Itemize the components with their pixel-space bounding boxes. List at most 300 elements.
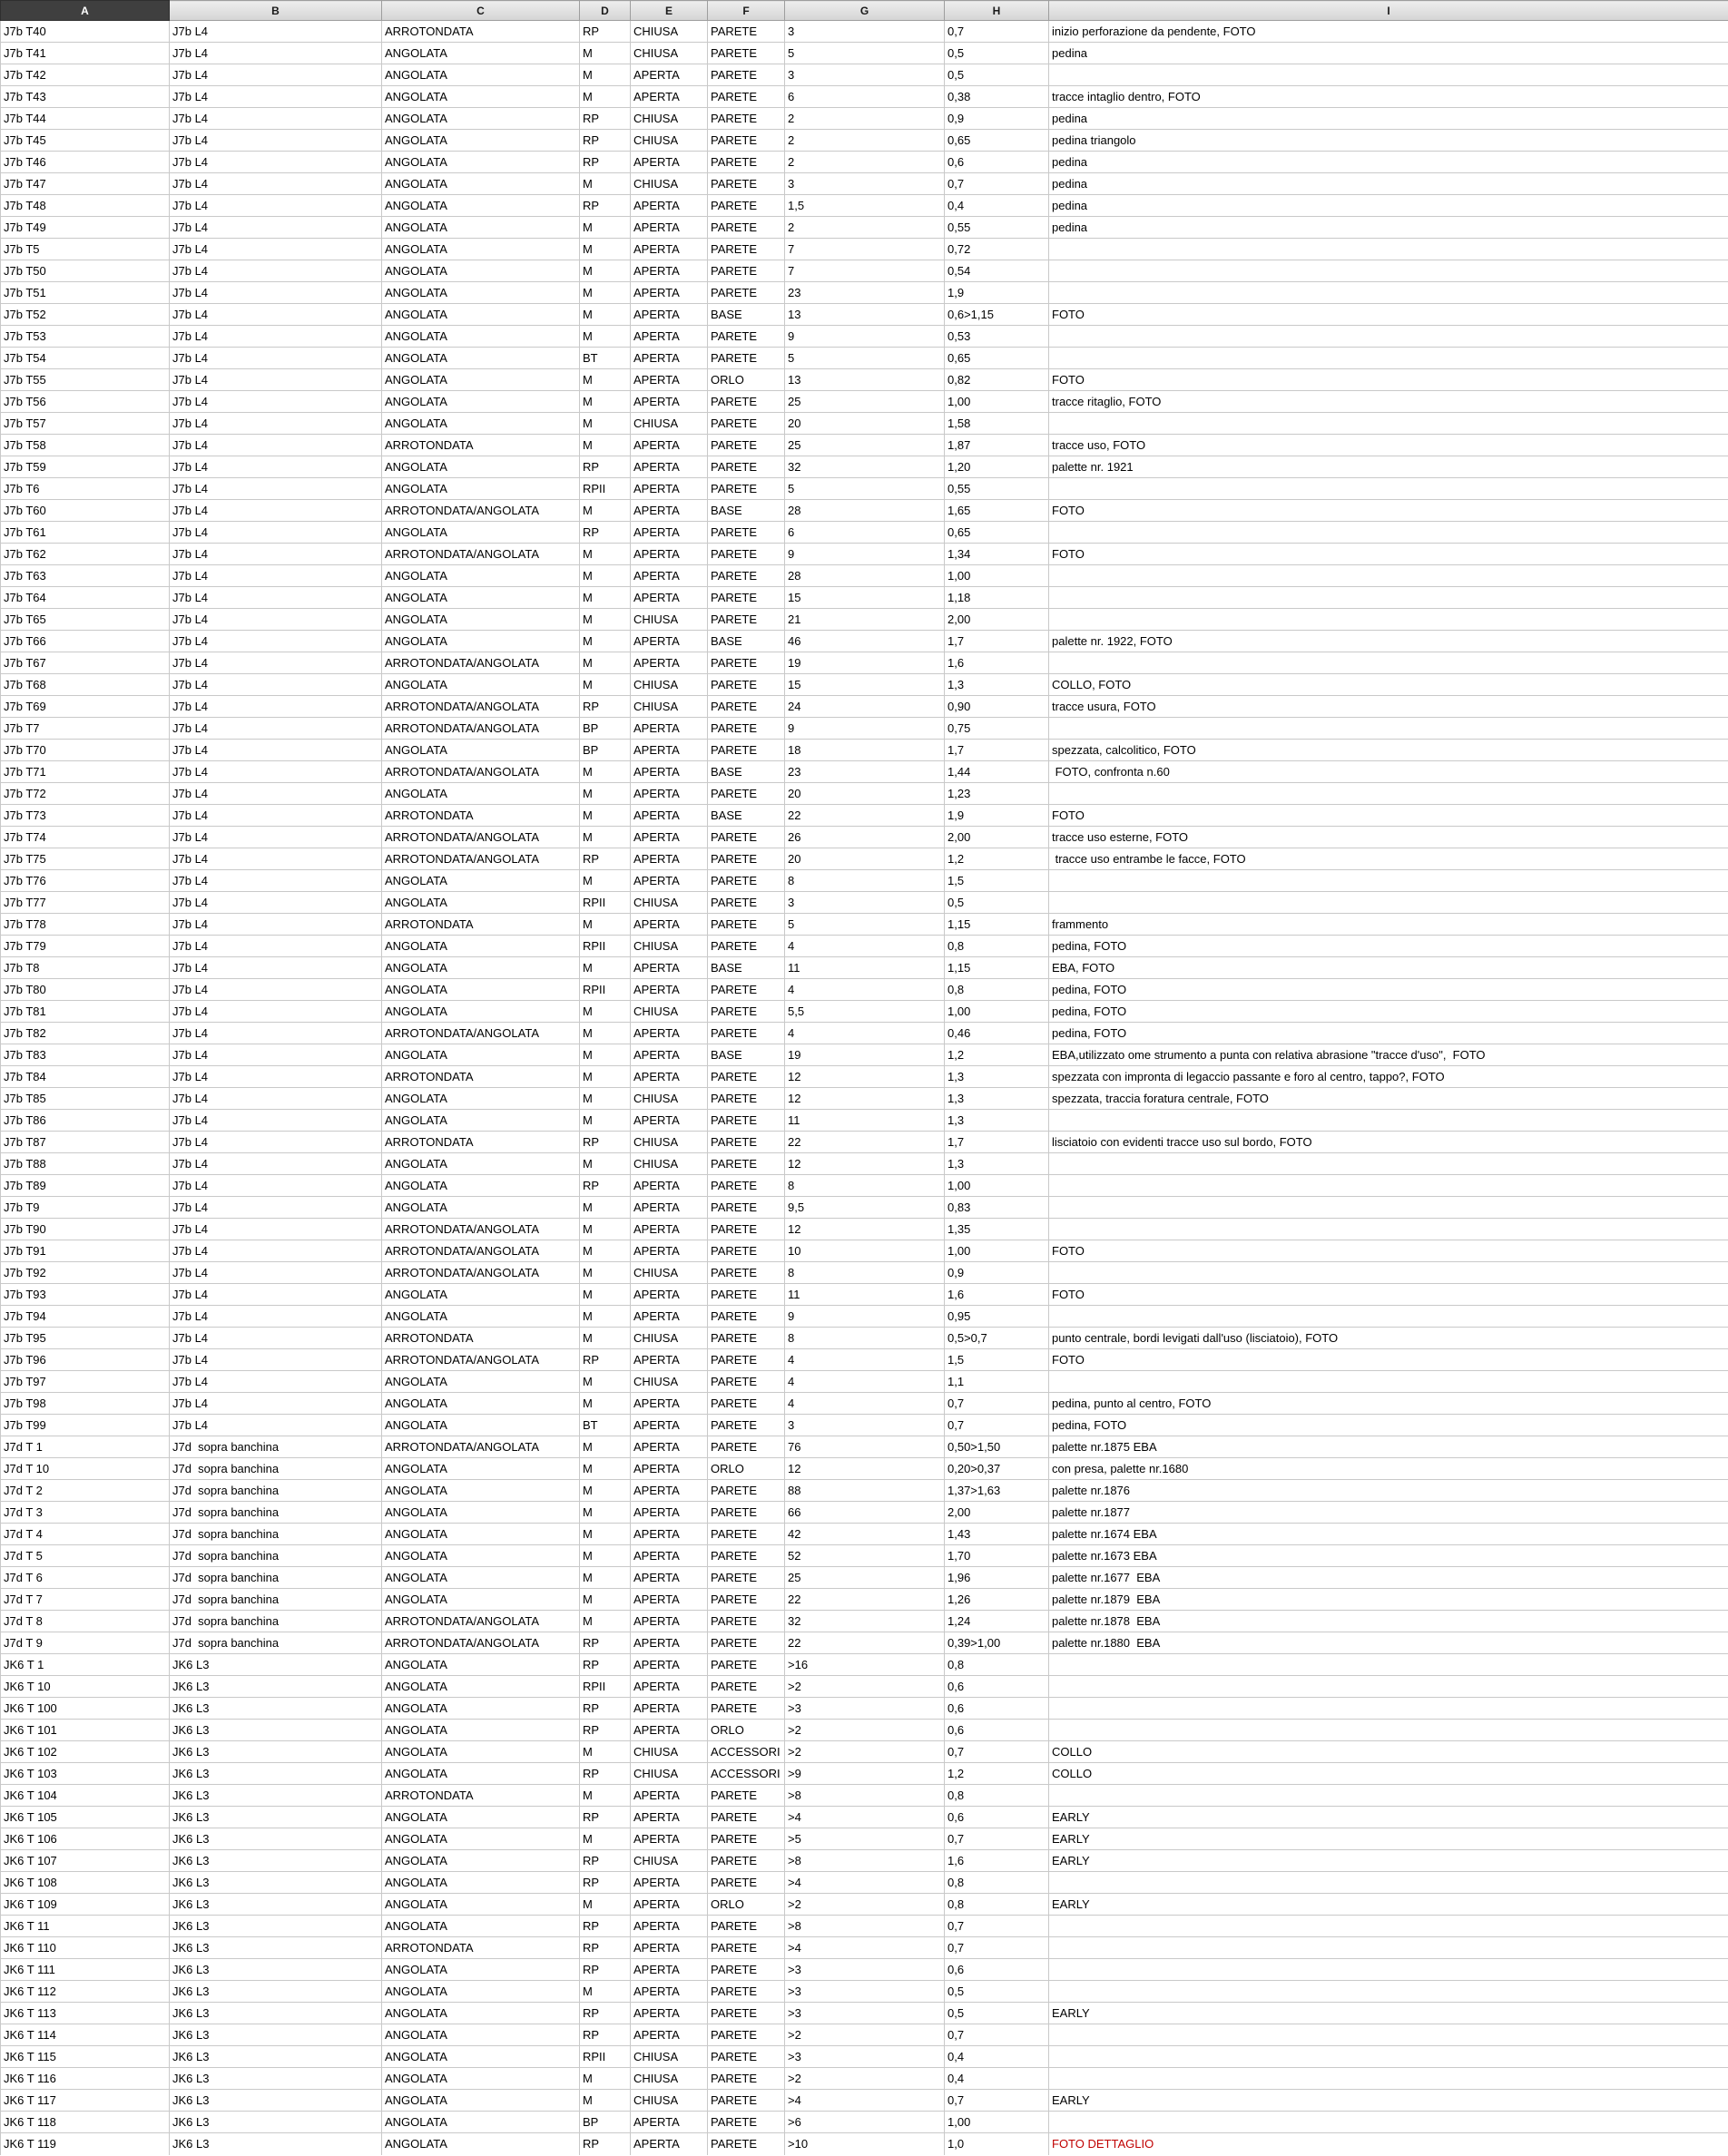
cell[interactable]: J7b L4 [170,1240,382,1262]
cell[interactable]: J7d T 5 [1,1545,170,1567]
cell[interactable]: ANGOLATA [382,152,580,173]
cell[interactable]: PARETE [708,1436,785,1458]
cell[interactable]: 5 [785,348,945,369]
cell[interactable]: 4 [785,936,945,957]
cell[interactable]: J7b T5 [1,239,170,260]
cell[interactable]: 0,7 [945,1937,1049,1959]
cell[interactable]: PARETE [708,936,785,957]
cell[interactable]: J7b L4 [170,979,382,1001]
cell[interactable]: tracce usura, FOTO [1049,696,1728,718]
cell[interactable]: RP [580,456,631,478]
cell[interactable]: JK6 T 109 [1,1894,170,1916]
cell[interactable]: 0,6 [945,152,1049,173]
cell[interactable]: 1,18 [945,587,1049,609]
cell[interactable]: JK6 L3 [170,1807,382,1828]
cell[interactable]: APERTA [631,1828,708,1850]
cell[interactable]: RP [580,1850,631,1872]
cell[interactable]: ANGOLATA [382,783,580,805]
cell[interactable]: CHIUSA [631,1262,708,1284]
cell[interactable]: RP [580,1698,631,1720]
cell[interactable]: RPII [580,2046,631,2068]
cell[interactable]: spezzata con impronta di legaccio passante e foro al centro, tappo?, FOTO [1049,1066,1728,1088]
cell[interactable]: 1,0 [945,2133,1049,2155]
cell[interactable]: J7b T65 [1,609,170,631]
cell[interactable]: ARROTONDATA/ANGOLATA [382,1240,580,1262]
cell[interactable]: APERTA [631,1959,708,1981]
cell[interactable]: J7b L4 [170,652,382,674]
cell[interactable]: PARETE [708,2068,785,2090]
cell[interactable]: RP [580,108,631,130]
cell[interactable]: J7b T46 [1,152,170,173]
cell[interactable]: 0,5>0,7 [945,1328,1049,1349]
cell[interactable]: >10 [785,2133,945,2155]
cell[interactable]: PARETE [708,587,785,609]
cell[interactable]: 0,5 [945,43,1049,64]
cell[interactable]: J7b T69 [1,696,170,718]
cell[interactable]: J7b L4 [170,1306,382,1328]
cell[interactable]: BASE [708,1044,785,1066]
cell[interactable]: JK6 L3 [170,1981,382,2003]
cell[interactable]: 25 [785,1567,945,1589]
cell[interactable]: 2 [785,152,945,173]
cell[interactable]: pedina, punto al centro, FOTO [1049,1393,1728,1415]
cell[interactable]: BASE [708,761,785,783]
cell[interactable]: ARROTONDATA [382,914,580,936]
cell[interactable]: 2,00 [945,609,1049,631]
cell[interactable]: J7b T90 [1,1219,170,1240]
cell[interactable]: J7b T98 [1,1393,170,1415]
cell[interactable]: APERTA [631,260,708,282]
cell[interactable]: J7b L4 [170,565,382,587]
cell[interactable]: 66 [785,1502,945,1524]
cell[interactable]: 4 [785,979,945,1001]
cell[interactable]: CHIUSA [631,1741,708,1763]
cell[interactable]: PARETE [708,1850,785,1872]
cell[interactable]: M [580,652,631,674]
cell[interactable]: CHIUSA [631,1371,708,1393]
cell[interactable]: APERTA [631,304,708,326]
cell[interactable]: ANGOLATA [382,1872,580,1894]
cell[interactable]: APERTA [631,217,708,239]
cell[interactable]: pedina [1049,152,1728,173]
cell[interactable]: M [580,914,631,936]
cell[interactable]: 0,6>1,15 [945,304,1049,326]
cell[interactable]: M [580,1567,631,1589]
cell[interactable]: PARETE [708,2003,785,2024]
cell[interactable]: inizio perforazione da pendente, FOTO [1049,21,1728,43]
cell[interactable]: APERTA [631,1306,708,1328]
cell[interactable]: ANGOLATA [382,1088,580,1110]
column-header-D[interactable]: D [580,1,631,21]
cell[interactable]: PARETE [708,674,785,696]
cell[interactable]: M [580,1088,631,1110]
cell[interactable]: JK6 T 104 [1,1785,170,1807]
cell[interactable]: J7b T59 [1,456,170,478]
cell[interactable] [1049,326,1728,348]
cell[interactable]: 8 [785,870,945,892]
cell[interactable]: M [580,369,631,391]
cell[interactable]: palette nr.1876 [1049,1480,1728,1502]
cell[interactable]: ANGOLATA [382,413,580,435]
cell[interactable]: 13 [785,369,945,391]
cell[interactable]: APERTA [631,718,708,740]
cell[interactable] [1049,1262,1728,1284]
cell[interactable]: 4 [785,1349,945,1371]
cell[interactable]: M [580,1785,631,1807]
cell[interactable]: COLLO [1049,1741,1728,1763]
cell[interactable]: palette nr. 1921 [1049,456,1728,478]
cell[interactable]: ANGOLATA [382,957,580,979]
cell[interactable]: PARETE [708,326,785,348]
cell[interactable]: ANGOLATA [382,870,580,892]
cell[interactable]: 12 [785,1153,945,1175]
cell[interactable]: JK6 T 118 [1,2112,170,2133]
cell[interactable]: JK6 T 112 [1,1981,170,2003]
cell[interactable] [1049,1371,1728,1393]
cell[interactable]: PARETE [708,1676,785,1698]
cell[interactable]: JK6 T 105 [1,1807,170,1828]
cell[interactable]: M [580,1480,631,1502]
cell[interactable]: COLLO [1049,1763,1728,1785]
cell[interactable]: con presa, palette nr.1680 [1049,1458,1728,1480]
cell[interactable]: ANGOLATA [382,1894,580,1916]
cell[interactable]: 0,83 [945,1197,1049,1219]
cell[interactable]: >2 [785,1720,945,1741]
cell[interactable]: J7b L4 [170,1088,382,1110]
cell[interactable]: ANGOLATA [382,1480,580,1502]
cell[interactable]: ARROTONDATA/ANGOLATA [382,652,580,674]
cell[interactable]: J7b L4 [170,348,382,369]
cell[interactable]: APERTA [631,282,708,304]
cell[interactable]: 0,55 [945,217,1049,239]
cell[interactable]: ARROTONDATA/ANGOLATA [382,1611,580,1632]
cell[interactable]: CHIUSA [631,1088,708,1110]
cell[interactable]: APERTA [631,1632,708,1654]
cell[interactable]: M [580,805,631,827]
cell[interactable]: PARETE [708,1589,785,1611]
cell[interactable]: ANGOLATA [382,2024,580,2046]
cell[interactable] [1049,2068,1728,2090]
cell[interactable]: J7b L4 [170,674,382,696]
cell[interactable]: 2,00 [945,1502,1049,1524]
cell[interactable]: J7b T87 [1,1132,170,1153]
cell[interactable]: pedina [1049,217,1728,239]
cell[interactable]: 0,7 [945,1741,1049,1763]
cell[interactable]: 1,2 [945,1763,1049,1785]
cell[interactable]: ANGOLATA [382,1567,580,1589]
cell[interactable]: JK6 L3 [170,1698,382,1720]
cell[interactable]: APERTA [631,1393,708,1415]
cell[interactable]: ARROTONDATA/ANGOLATA [382,1436,580,1458]
cell[interactable]: J7d T 1 [1,1436,170,1458]
cell[interactable]: pedina, FOTO [1049,1001,1728,1023]
cell[interactable] [1049,413,1728,435]
cell[interactable]: M [580,761,631,783]
cell[interactable]: ANGOLATA [382,1001,580,1023]
cell[interactable]: J7b L4 [170,1153,382,1175]
cell[interactable]: JK6 T 114 [1,2024,170,2046]
cell[interactable]: RP [580,1175,631,1197]
cell[interactable]: J7b T9 [1,1197,170,1219]
cell[interactable]: RP [580,2024,631,2046]
cell[interactable]: J7d sopra banchina [170,1611,382,1632]
cell[interactable]: 11 [785,1110,945,1132]
cell[interactable]: M [580,827,631,848]
cell[interactable]: J7b L4 [170,1066,382,1088]
cell[interactable] [1049,783,1728,805]
cell[interactable]: ACCESSORI [708,1763,785,1785]
cell[interactable]: ARROTONDATA/ANGOLATA [382,1632,580,1654]
cell[interactable]: FOTO, confronta n.60 [1049,761,1728,783]
cell[interactable]: M [580,86,631,108]
cell[interactable]: 0,4 [945,195,1049,217]
cell[interactable]: APERTA [631,761,708,783]
cell[interactable]: APERTA [631,652,708,674]
cell[interactable]: RP [580,130,631,152]
cell[interactable]: 1,6 [945,652,1049,674]
cell[interactable]: J7b L4 [170,1132,382,1153]
cell[interactable]: M [580,260,631,282]
cell[interactable]: 1,70 [945,1545,1049,1567]
cell[interactable]: 0,8 [945,1654,1049,1676]
cell[interactable]: PARETE [708,1828,785,1850]
cell[interactable] [1049,1916,1728,1937]
cell[interactable]: J7b T80 [1,979,170,1001]
cell[interactable]: PARETE [708,1959,785,1981]
cell[interactable]: pedina [1049,43,1728,64]
cell[interactable]: J7b T40 [1,21,170,43]
cell[interactable]: J7b L4 [170,892,382,914]
cell[interactable]: J7b T57 [1,413,170,435]
cell[interactable]: M [580,1284,631,1306]
cell[interactable]: JK6 T 115 [1,2046,170,2068]
cell[interactable]: 0,90 [945,696,1049,718]
cell[interactable]: >16 [785,1654,945,1676]
cell[interactable]: 12 [785,1458,945,1480]
cell[interactable]: 15 [785,674,945,696]
cell[interactable]: M [580,674,631,696]
cell[interactable]: APERTA [631,478,708,500]
cell[interactable]: >2 [785,1894,945,1916]
cell[interactable]: 25 [785,391,945,413]
cell[interactable]: CHIUSA [631,609,708,631]
cell[interactable]: 1,9 [945,805,1049,827]
cell[interactable]: ANGOLATA [382,478,580,500]
cell[interactable]: JK6 L3 [170,1916,382,1937]
cell[interactable]: 1,26 [945,1589,1049,1611]
cell[interactable]: J7b L4 [170,456,382,478]
cell[interactable]: frammento [1049,914,1728,936]
cell[interactable]: APERTA [631,1110,708,1132]
cell[interactable]: APERTA [631,1458,708,1480]
cell[interactable]: RP [580,1632,631,1654]
cell[interactable]: J7b T62 [1,544,170,565]
cell[interactable]: RP [580,2003,631,2024]
cell[interactable]: J7b T94 [1,1306,170,1328]
cell[interactable]: RP [580,1132,631,1153]
cell[interactable]: J7d sopra banchina [170,1524,382,1545]
cell[interactable]: 0,5 [945,1981,1049,2003]
cell[interactable]: palette nr.1879 EBA [1049,1589,1728,1611]
cell[interactable]: ARROTONDATA/ANGOLATA [382,1349,580,1371]
cell[interactable] [1049,870,1728,892]
cell[interactable]: J7d T 8 [1,1611,170,1632]
cell[interactable]: ANGOLATA [382,2068,580,2090]
cell[interactable]: M [580,413,631,435]
cell[interactable]: ANGOLATA [382,1741,580,1763]
cell[interactable]: PARETE [708,848,785,870]
cell[interactable]: J7b T75 [1,848,170,870]
cell[interactable]: J7b T56 [1,391,170,413]
cell[interactable]: J7b T86 [1,1110,170,1132]
cell[interactable]: M [580,1828,631,1850]
cell[interactable]: 1,35 [945,1219,1049,1240]
cell[interactable]: BT [580,348,631,369]
cell[interactable]: ANGOLATA [382,391,580,413]
cell[interactable]: J7b T7 [1,718,170,740]
cell[interactable]: >4 [785,1937,945,1959]
cell[interactable]: 26 [785,827,945,848]
cell[interactable]: 0,7 [945,1415,1049,1436]
cell[interactable]: 1,96 [945,1567,1049,1589]
cell[interactable]: APERTA [631,740,708,761]
cell[interactable]: J7b L4 [170,1349,382,1371]
cell[interactable]: lisciatoio con evidenti tracce uso sul bordo, FOTO [1049,1132,1728,1153]
cell[interactable]: >4 [785,2090,945,2112]
cell[interactable]: JK6 T 103 [1,1763,170,1785]
cell[interactable] [1049,1197,1728,1219]
cell[interactable]: 22 [785,1132,945,1153]
cell[interactable]: >8 [785,1916,945,1937]
cell[interactable]: ANGOLATA [382,1959,580,1981]
cell[interactable]: APERTA [631,783,708,805]
cell[interactable] [1049,1654,1728,1676]
cell[interactable]: ARROTONDATA/ANGOLATA [382,848,580,870]
cell[interactable]: 9 [785,718,945,740]
cell[interactable]: J7b L4 [170,413,382,435]
cell[interactable]: 0,72 [945,239,1049,260]
cell[interactable]: J7b T79 [1,936,170,957]
cell[interactable]: J7d T 2 [1,1480,170,1502]
cell[interactable]: J7b T93 [1,1284,170,1306]
cell[interactable]: PARETE [708,86,785,108]
cell[interactable]: ARROTONDATA [382,1785,580,1807]
cell[interactable]: ANGOLATA [382,2003,580,2024]
cell[interactable]: J7b T97 [1,1371,170,1393]
cell[interactable]: COLLO, FOTO [1049,674,1728,696]
cell[interactable]: spezzata, traccia foratura centrale, FOTO [1049,1088,1728,1110]
cell[interactable]: PARETE [708,478,785,500]
cell[interactable]: ANGOLATA [382,1654,580,1676]
cell[interactable]: ANGOLATA [382,1393,580,1415]
cell[interactable]: J7b L4 [170,217,382,239]
cell[interactable]: JK6 L3 [170,1894,382,1916]
cell[interactable]: J7b L4 [170,239,382,260]
cell[interactable]: PARETE [708,195,785,217]
cell[interactable]: J7d T 3 [1,1502,170,1524]
cell[interactable]: M [580,1328,631,1349]
cell[interactable]: PARETE [708,1349,785,1371]
cell[interactable] [1049,1785,1728,1807]
cell[interactable]: J7b L4 [170,1023,382,1044]
cell[interactable]: EARLY [1049,2003,1728,2024]
cell[interactable]: CHIUSA [631,696,708,718]
cell[interactable]: J7b L4 [170,152,382,173]
cell[interactable]: APERTA [631,1284,708,1306]
cell[interactable]: pedina [1049,108,1728,130]
cell[interactable]: 19 [785,1044,945,1066]
cell[interactable]: J7b T77 [1,892,170,914]
cell[interactable]: PARETE [708,64,785,86]
cell[interactable]: J7b L4 [170,326,382,348]
cell[interactable]: RP [580,195,631,217]
cell[interactable]: PARETE [708,914,785,936]
cell[interactable]: J7b T72 [1,783,170,805]
cell[interactable]: APERTA [631,1807,708,1828]
cell[interactable]: J7b L4 [170,108,382,130]
cell[interactable]: ANGOLATA [382,609,580,631]
cell[interactable]: 13 [785,304,945,326]
cell[interactable]: M [580,1153,631,1175]
cell[interactable]: APERTA [631,1698,708,1720]
cell[interactable]: 0,20>0,37 [945,1458,1049,1480]
cell[interactable]: J7b T58 [1,435,170,456]
cell[interactable]: PARETE [708,130,785,152]
cell[interactable]: 52 [785,1545,945,1567]
cell[interactable]: CHIUSA [631,2090,708,2112]
cell[interactable]: JK6 T 100 [1,1698,170,1720]
column-header-A[interactable]: A [1,1,170,21]
cell[interactable]: PARETE [708,435,785,456]
cell[interactable]: JK6 L3 [170,2003,382,2024]
cell[interactable]: >2 [785,2068,945,2090]
cell[interactable]: M [580,435,631,456]
cell[interactable]: PARETE [708,260,785,282]
cell[interactable]: 9 [785,544,945,565]
cell[interactable]: M [580,783,631,805]
cell[interactable]: APERTA [631,326,708,348]
cell[interactable]: 1,44 [945,761,1049,783]
cell[interactable]: tracce uso entrambe le facce, FOTO [1049,848,1728,870]
cell[interactable]: 0,7 [945,21,1049,43]
cell[interactable]: J7b T41 [1,43,170,64]
cell[interactable]: J7b T68 [1,674,170,696]
cell[interactable]: APERTA [631,1480,708,1502]
cell[interactable]: PARETE [708,1132,785,1153]
cell[interactable] [1049,565,1728,587]
cell[interactable] [1049,1937,1728,1959]
cell[interactable]: 0,8 [945,979,1049,1001]
cell[interactable]: 20 [785,783,945,805]
cell[interactable]: 22 [785,1632,945,1654]
cell[interactable]: PARETE [708,1567,785,1589]
cell[interactable]: ORLO [708,369,785,391]
cell[interactable]: APERTA [631,1872,708,1894]
cell[interactable]: J7b T42 [1,64,170,86]
cell[interactable]: APERTA [631,1785,708,1807]
cell[interactable]: 0,8 [945,936,1049,957]
cell[interactable]: 46 [785,631,945,652]
cell[interactable]: J7b T74 [1,827,170,848]
cell[interactable]: 8 [785,1175,945,1197]
cell[interactable] [1049,1153,1728,1175]
cell[interactable]: M [580,1110,631,1132]
cell[interactable]: APERTA [631,1415,708,1436]
cell[interactable]: 3 [785,173,945,195]
cell[interactable]: CHIUSA [631,674,708,696]
cell[interactable]: PARETE [708,740,785,761]
cell[interactable]: ANGOLATA [382,1763,580,1785]
